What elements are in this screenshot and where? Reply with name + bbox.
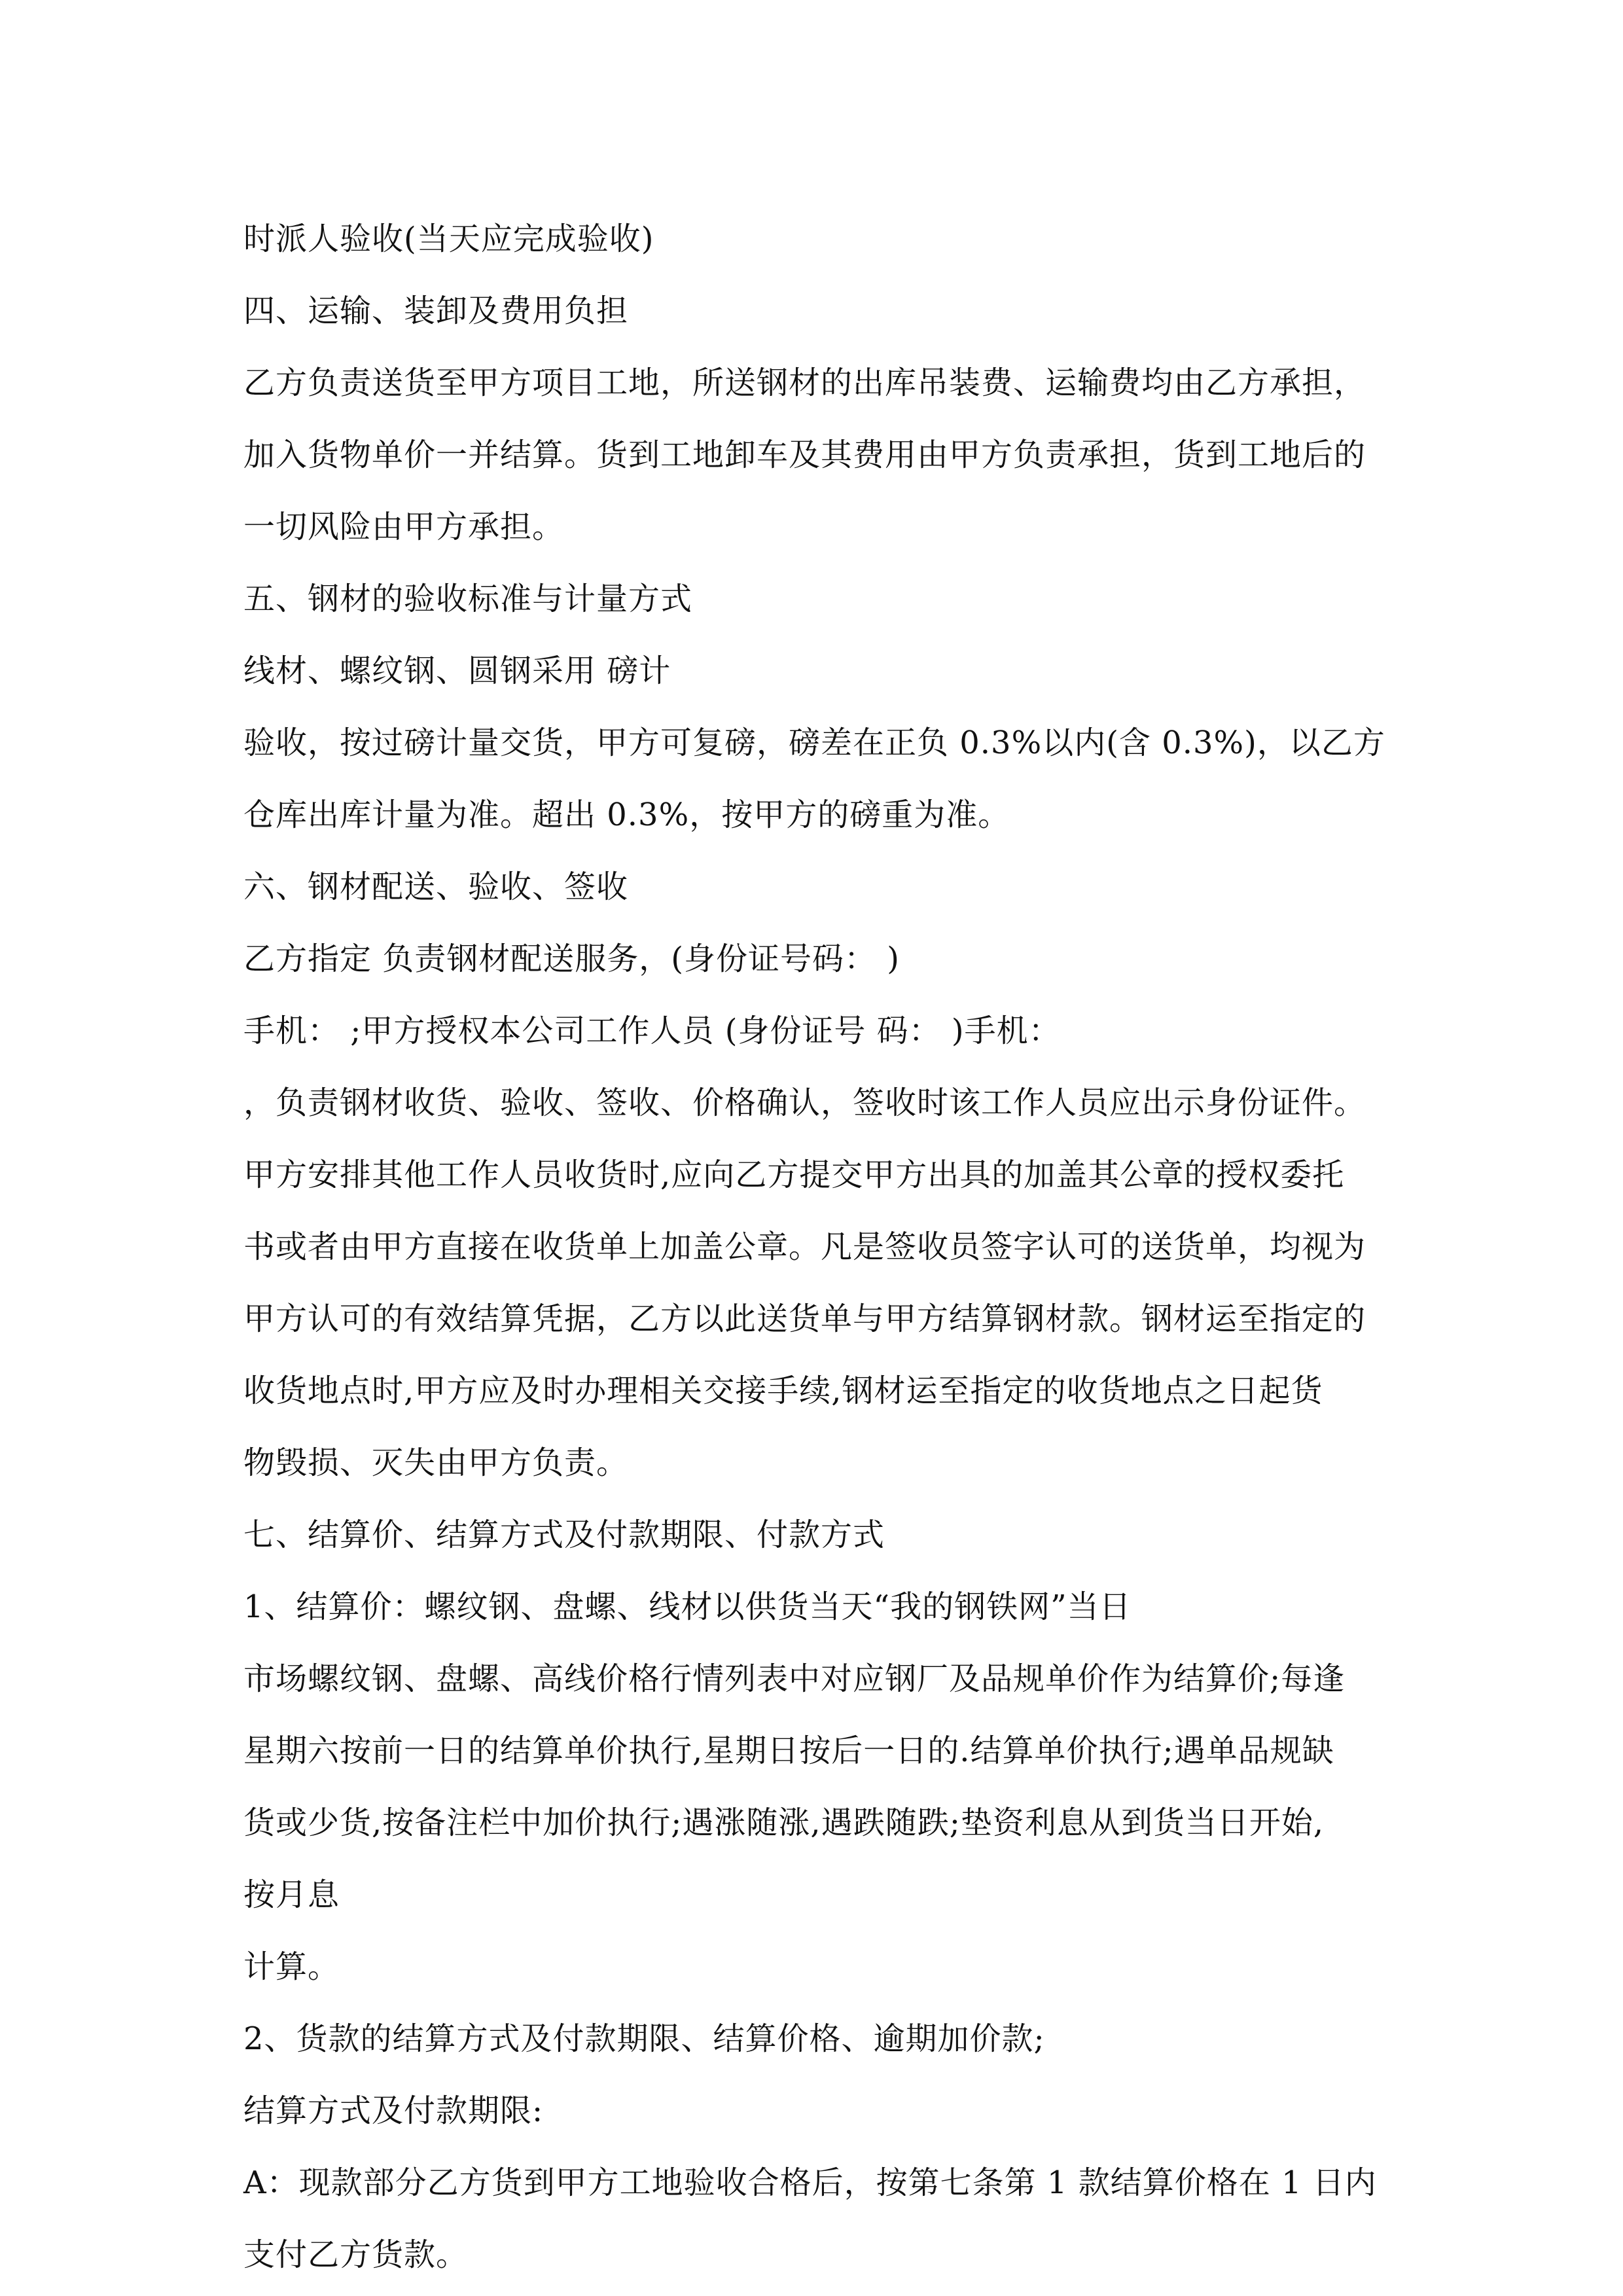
section-heading-4: 四、运输、装卸及费用负担 <box>243 293 629 329</box>
text-line: 货或少货,按备注栏中加价执行;遇涨随涨,遇跌随跌;垫资利息从到货当日开始, <box>243 1804 1325 1841</box>
text-line: ，负责钢材收货、验收、签收、价格确认，签收时该工作人员应出示身份证件。 <box>243 1085 1366 1121</box>
section-heading-5: 五、钢材的验收标准与计量方式 <box>243 581 693 617</box>
text-line: 计算。 <box>243 1948 340 1985</box>
text-line: 时派人验收(当天应完成验收) <box>243 221 654 257</box>
text-line: 手机： ;甲方授权本公司工作人员 (身份证号 码： )手机： <box>243 1013 1061 1049</box>
text-line: 市场螺纹钢、盘螺、高线价格行情列表中对应钢厂及品规单价作为结算价;每逢 <box>243 1660 1346 1697</box>
section-heading-7: 七、结算价、结算方式及付款期限、付款方式 <box>243 1516 885 1553</box>
text-line: 按月息 <box>243 1876 340 1913</box>
text-line: 1、结算价：螺纹钢、盘螺、线材以供货当天“我的钢铁网”当日 <box>243 1588 1132 1625</box>
text-line: 结算方式及付款期限: <box>243 2092 544 2129</box>
section-heading-6: 六、钢材配送、验收、签收 <box>243 869 629 905</box>
text-line: 2、货款的结算方式及付款期限、结算价格、逾期加价款; <box>243 2020 1045 2057</box>
text-line: 甲方认可的有效结算凭据，乙方以此送货单与甲方结算钢材款。钢材运至指定的 <box>243 1300 1366 1337</box>
text-line: 仓库出库计量为准。超出 0.3%，按甲方的磅重为准。 <box>243 797 1010 833</box>
text-line: 支付乙方货款。 <box>243 2236 469 2273</box>
text-line: 乙方指定 负责钢材配送服务，(身份证号码： ) <box>243 941 900 977</box>
text-line: 验收，按过磅计量交货，甲方可复磅，磅差在正负 0.3%以内(含 0.3%)，以乙方 <box>243 725 1385 761</box>
text-line: 物毁损、灭失由甲方负责。 <box>243 1444 629 1481</box>
text-line: 星期六按前一日的结算单价执行,星期日按后一日的.结算单价执行;遇单品规缺 <box>243 1732 1334 1769</box>
text-line: 加入货物单价一并结算。货到工地卸车及其费用由甲方负责承担，货到工地后的 <box>243 437 1366 473</box>
text-line: A：现款部分乙方货到甲方工地验收合格后，按第七条第 1 款结算价格在 1 日内 <box>243 2164 1377 2201</box>
text-line: 书或者由甲方直接在收货单上加盖公章。凡是签收员签字认可的送货单，均视为 <box>243 1229 1366 1265</box>
text-line: 一切风险由甲方承担。 <box>243 509 565 545</box>
text-line: 乙方负责送货至甲方项目工地，所送钢材的出库吊装费、运输费均由乙方承担， <box>243 365 1366 401</box>
text-line: 收货地点时,甲方应及时办理相关交接手续,钢材运至指定的收货地点之日起货 <box>243 1372 1323 1409</box>
document-body <box>243 203 1421 2291</box>
text-line: 甲方安排其他工作人员收货时,应向乙方提交甲方出具的加盖其公章的授权委托 <box>243 1157 1345 1193</box>
text-line: 线材、螺纹钢、圆钢采用 磅计 <box>243 653 671 689</box>
